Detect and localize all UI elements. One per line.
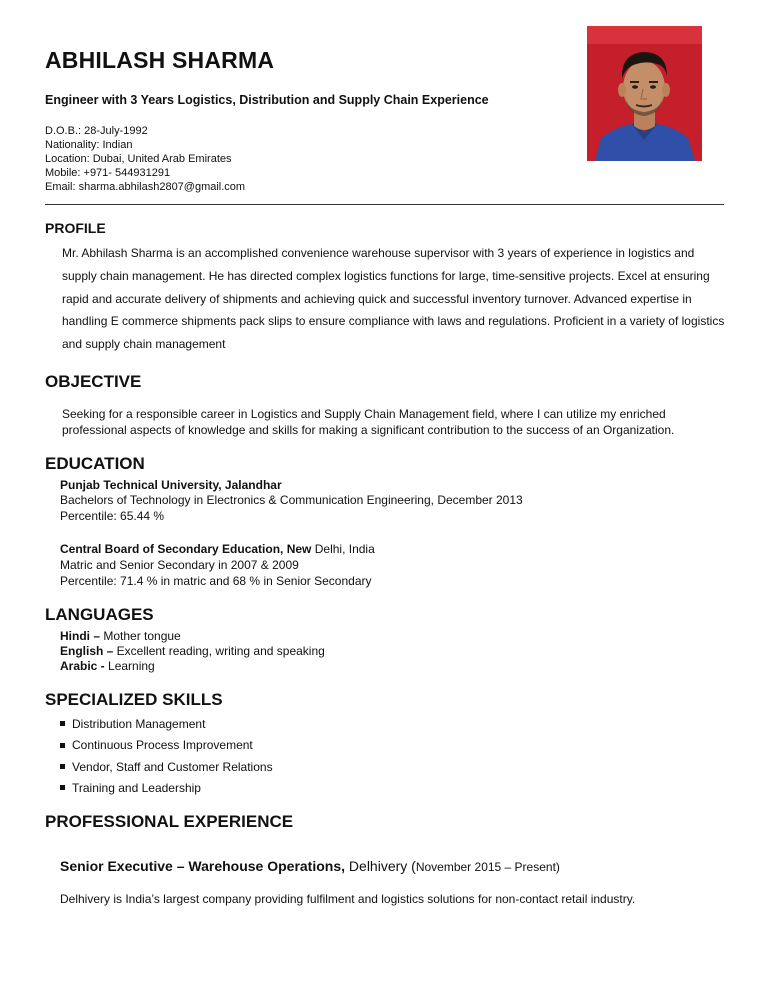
profile-heading: PROFILE	[45, 220, 106, 236]
education-score: Percentile: 65.44 %	[60, 509, 165, 523]
portrait-illustration	[587, 26, 702, 161]
mobile-line: Mobile: +971- 544931291	[45, 167, 171, 179]
candidate-tagline: Engineer with 3 Years Logistics, Distribution and Supply Chain Experience	[45, 93, 489, 107]
email-line: Email: sharma.abhilash2807@gmail.com	[45, 181, 246, 193]
job-description: Delhivery is India’s largest company providing fulfilment and logistics solutions for non-contact retail industry.	[60, 892, 636, 906]
job-title-line: Senior Executive – Warehouse Operations, Delhivery (November 2015 – Present)	[60, 858, 560, 874]
skill-item: Distribution Management	[60, 716, 273, 737]
skill-item: Continuous Process Improvement	[60, 737, 273, 758]
education-heading: EDUCATION	[45, 454, 145, 473]
language-item: Hindi – Mother tongue	[60, 629, 181, 643]
objective-text: Seeking for a responsible career in Logistics and Supply Chain Management field, where I can utilize my enriched professional aspects of knowledge and skills for making a significant contribution to the success of an Organization.	[62, 407, 675, 437]
objective-heading: OBJECTIVE	[45, 372, 142, 391]
dob-line: D.O.B.: 28-July-1992	[45, 125, 148, 137]
header-divider	[45, 204, 724, 205]
skill-item: Vendor, Staff and Customer Relations	[60, 759, 273, 780]
experience-heading: PROFESSIONAL EXPERIENCE	[45, 812, 294, 831]
language-item: English – Excellent reading, writing and speaking	[60, 644, 325, 658]
skills-list	[60, 716, 273, 801]
candidate-name: ABHILASH SHARMA	[45, 47, 275, 73]
education-institution: Central Board of Secondary Education, New Delhi, India	[60, 542, 375, 556]
education-institution: Punjab Technical University, Jalandhar	[60, 478, 282, 492]
profile-text: Mr. Abhilash Sharma is an accomplished convenience warehouse supervisor with 3 years of experience in logistics and supply chain management. He has directed complex logistics functions for large, time-sensitive projects. Excel at ensuring rapid and accurate delivery of shipments and achieving quick and successful inventory turnover. Advanced expertise in handling E commerce shipments pack slips to ensure compliance with laws and regulations. Proficient in a variety of logistics and supply chain management	[62, 246, 725, 352]
education-degree: Matric and Senior Secondary in 2007 & 2009	[60, 558, 299, 572]
languages-heading: LANGUAGES	[45, 605, 154, 624]
skill-item: Training and Leadership	[60, 780, 273, 801]
education-degree: Bachelors of Technology in Electronics & Communication Engineering, December 2013	[60, 493, 523, 507]
language-item: Arabic - Learning	[60, 659, 155, 673]
location-line: Location: Dubai, United Arab Emirates	[45, 153, 232, 165]
nationality-line: Nationality: Indian	[45, 139, 133, 151]
education-score: Percentile: 71.4 % in matric and 68 % in Senior Secondary	[60, 574, 372, 588]
profile-photo	[587, 26, 702, 161]
skills-heading: SPECIALIZED SKILLS	[45, 690, 223, 709]
